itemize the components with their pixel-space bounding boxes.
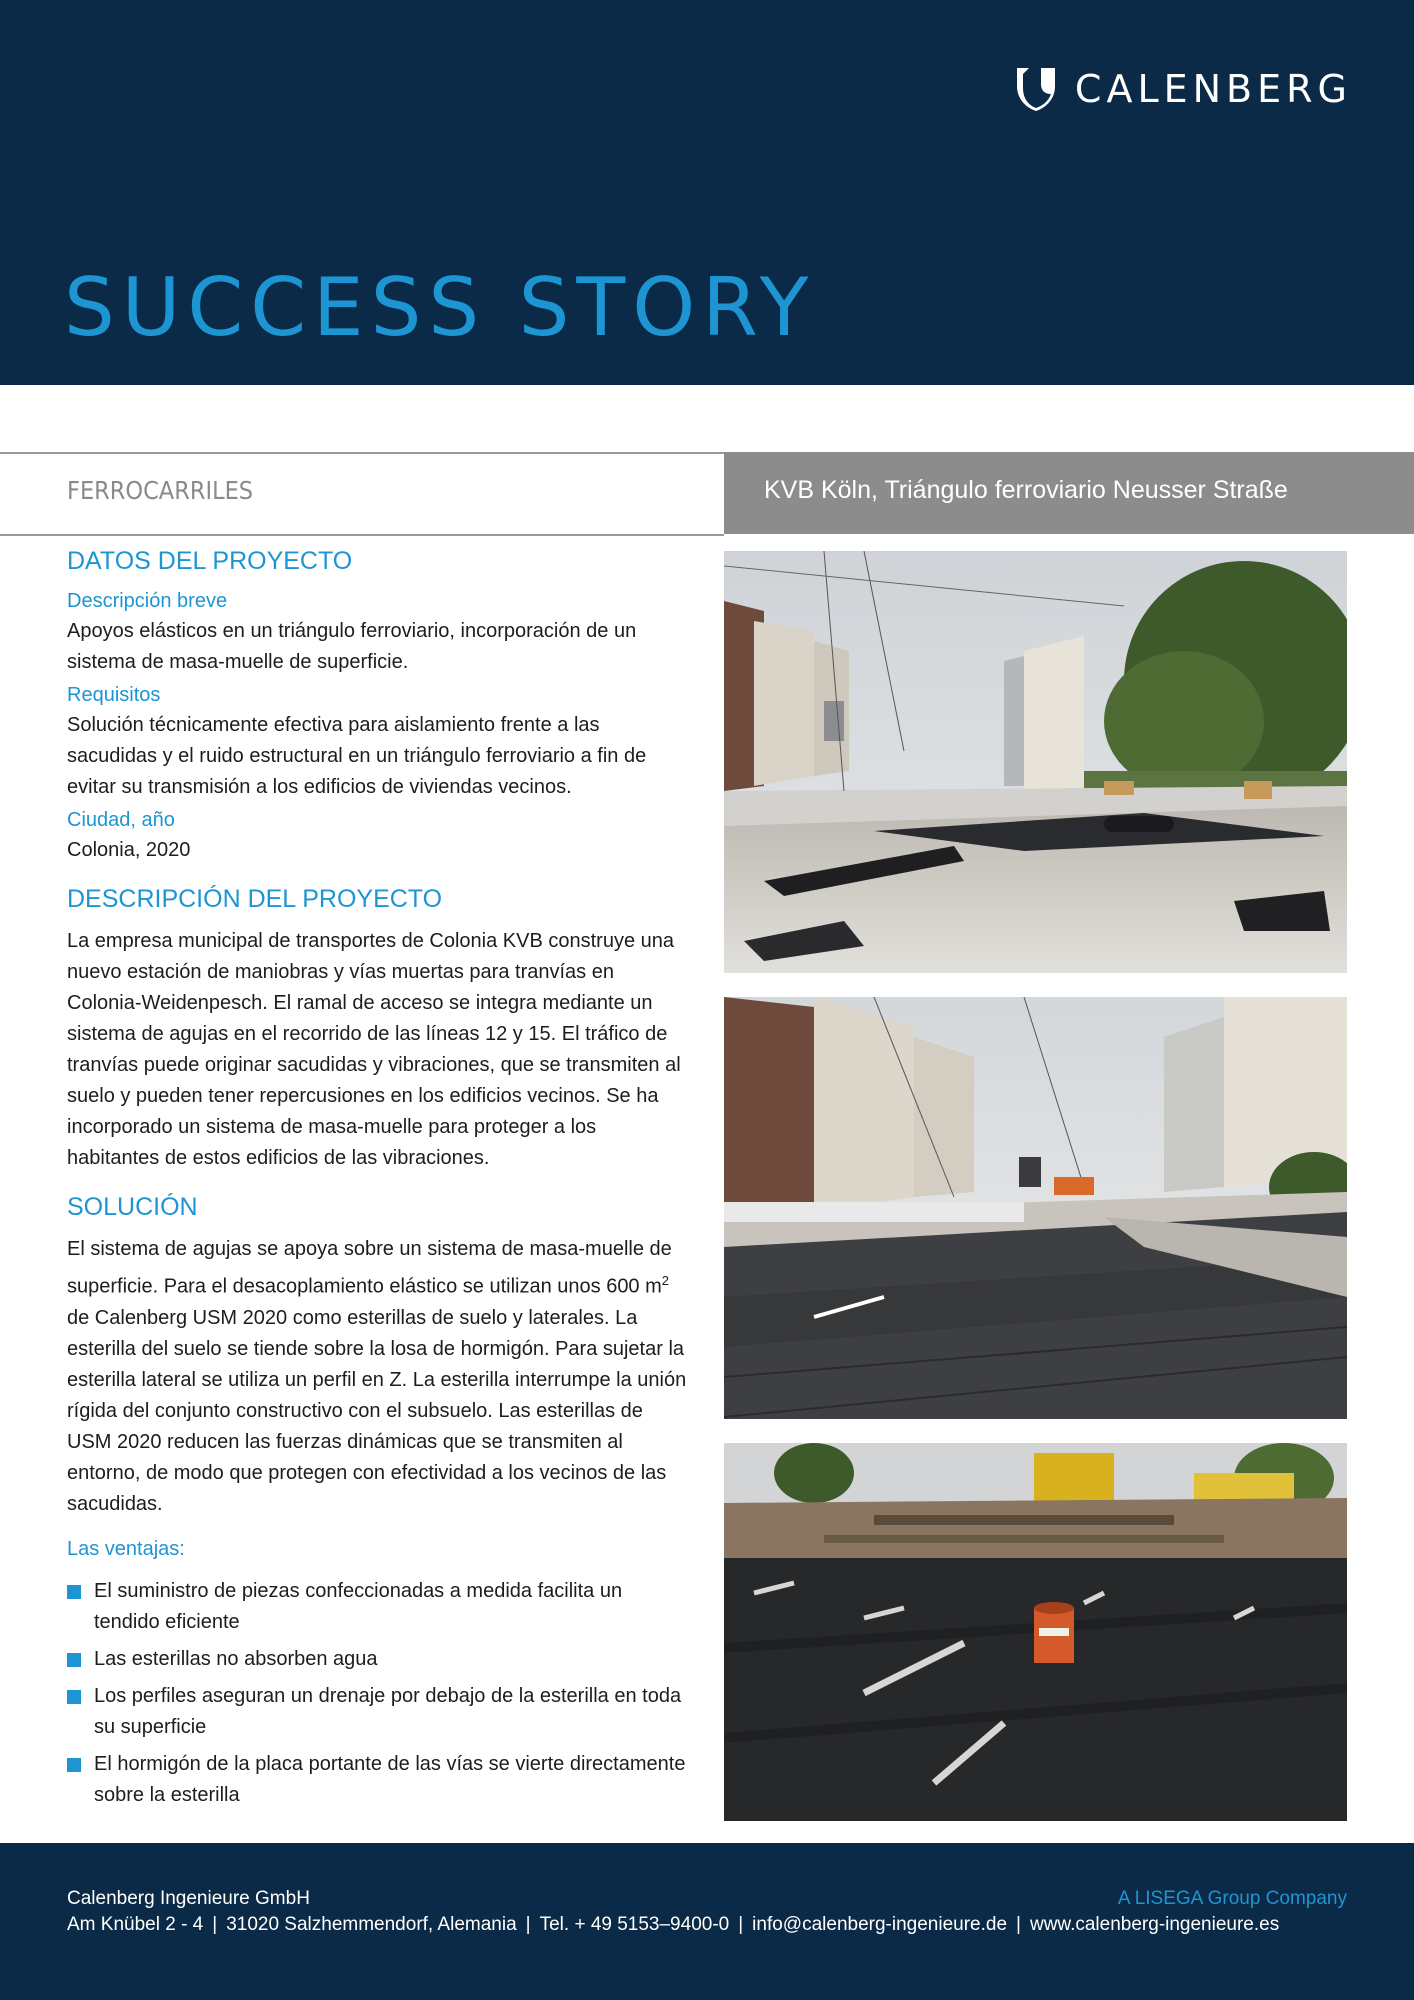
project-photo-1 bbox=[724, 551, 1347, 973]
heading-descripcion: DESCRIPCIÓN DEL PROYECTO bbox=[67, 885, 443, 913]
separator: | bbox=[1016, 1914, 1021, 1935]
text-solucion-part1: El sistema de agujas se apoya sobre un sistema de masa-muelle de superficie. Para el desacoplamiento elástico se utilizan unos 600 m bbox=[67, 1238, 672, 1298]
text-requirements: Solución técnicamente efectiva para aislamiento frente a las sacudidas y el ruido estructural en un triángulo ferroviario a fin de evitar su transmisión a los edificios de viviendas vecinos. bbox=[67, 714, 647, 798]
shield-logo-icon bbox=[1011, 64, 1061, 114]
text-solucion bbox=[67, 1234, 692, 1520]
list-item: Los perfiles aseguran un drenaje por debajo de la esterilla en toda su superficie bbox=[67, 1681, 692, 1743]
heading-ventajas: Las ventajas: bbox=[67, 1537, 185, 1560]
label-city: Ciudad, año bbox=[67, 809, 175, 831]
category-label: FERROCARRILES bbox=[67, 476, 254, 505]
email-link[interactable]: info@calenberg-ingenieure.de bbox=[752, 1914, 1008, 1935]
address: Am Knübel 2 - 4 bbox=[67, 1914, 204, 1935]
website-link[interactable]: www.calenberg-ingenieure.es bbox=[1029, 1914, 1280, 1935]
main-text-column bbox=[67, 540, 692, 1817]
text-short-desc: Apoyos elásticos en un triángulo ferroviario, incorporación de un sistema de masa-muelle de superficie. bbox=[67, 620, 637, 673]
square-bullet-icon bbox=[67, 1653, 81, 1667]
separator: | bbox=[738, 1914, 744, 1935]
heading-solucion: SOLUCIÓN bbox=[67, 1193, 198, 1221]
unit-superscript: 2 bbox=[661, 1273, 670, 1288]
list-item: Las esterillas no absorben agua bbox=[67, 1644, 692, 1675]
logo-text: CALENBERG bbox=[1074, 67, 1352, 111]
title-bar bbox=[0, 452, 1414, 534]
label-requirements: Requisitos bbox=[67, 684, 161, 706]
text-solucion-part2: de Calenberg USM 2020 como esterillas de suelo y laterales. La esterilla del suelo se tiende sobre la losa de hormigón. Para sujetar la esterilla lateral se utiliza un perfil en Z. La esterilla interrumpe la unión rígida del conjunto constructivo con el subsuelo. Las esterillas de USM 2020 reducen las fuerzas dinámicas que se transmiten al entorno, de modo que protegen con efectividad a los vecinos de las sacudidas. bbox=[67, 1306, 687, 1515]
project-photo-2 bbox=[724, 997, 1347, 1419]
project-name-box bbox=[724, 452, 1414, 534]
footer bbox=[0, 1843, 1414, 2000]
calenberg-logo bbox=[1011, 64, 1352, 114]
list-item: El hormigón de la placa portante de las vías se vierte directamente sobre la esterilla bbox=[67, 1749, 692, 1811]
hero-title: SUCCESS STORY bbox=[64, 261, 816, 354]
header-banner bbox=[0, 0, 1414, 385]
text-descripcion: La empresa municipal de transportes de Colonia KVB construye una nuevo estación de maniobras y vías muertas para tranvías en Colonia-Weidenpesch. El ramal de acceso se integra mediante un sistema de agujas en el recorrido de las líneas 12 y 15. El tráfico de tranvías puede originar sacudidas y vibraciones, que se transmiten al suelo y pueden tener repercusiones en los edificios vecinos. Se ha incorporado un sistema de masa-muelle para proteger a los habitantes de estos edificios de las vibraciones. bbox=[67, 930, 681, 1169]
text-city: Colonia, 2020 bbox=[67, 839, 191, 861]
square-bullet-icon bbox=[67, 1585, 81, 1599]
phone: Tel. + 49 5153–9400-0 bbox=[539, 1914, 730, 1935]
separator: | bbox=[212, 1914, 218, 1935]
company-name: Calenberg Ingenieure GmbH bbox=[67, 1888, 310, 1909]
square-bullet-icon bbox=[67, 1758, 81, 1772]
label-short-desc: Descripción breve bbox=[67, 590, 228, 612]
city: 31020 Salzhemmendorf, Alemania bbox=[226, 1914, 517, 1935]
category-box bbox=[0, 452, 724, 536]
project-photo-3 bbox=[724, 1443, 1347, 1821]
advantages-list bbox=[67, 1576, 692, 1811]
project-name: KVB Köln, Triángulo ferroviario Neusser Straße bbox=[764, 476, 1288, 504]
group-company: A LISEGA Group Company bbox=[1117, 1888, 1347, 1909]
heading-datos: DATOS DEL PROYECTO bbox=[67, 547, 353, 575]
separator: | bbox=[525, 1914, 531, 1935]
square-bullet-icon bbox=[67, 1690, 81, 1704]
contact-line bbox=[67, 1914, 1279, 1936]
list-item: El suministro de piezas confeccionadas a medida facilita un tendido eficiente bbox=[67, 1576, 692, 1638]
